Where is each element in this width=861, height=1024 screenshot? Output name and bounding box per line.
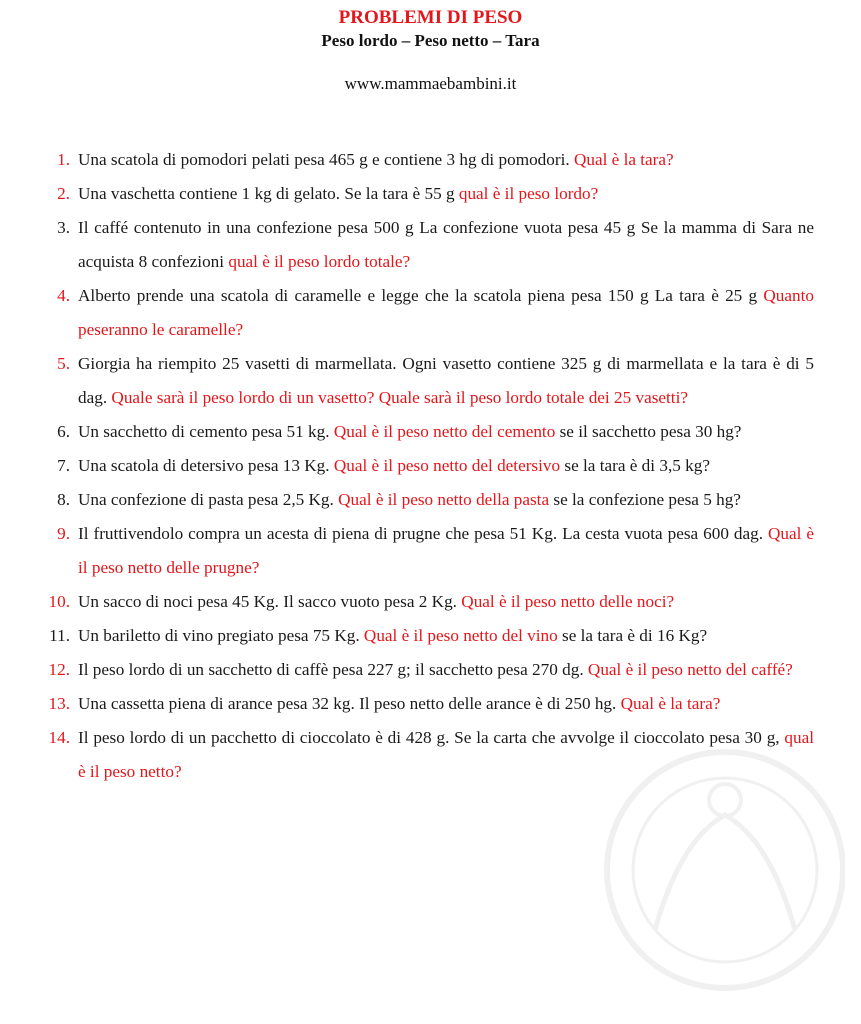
problem-item xyxy=(44,687,814,721)
problem-item xyxy=(44,653,814,687)
problem-item xyxy=(44,517,814,585)
problem-number: 3. xyxy=(57,218,70,237)
problem-list xyxy=(44,143,814,789)
problem-item xyxy=(44,619,814,653)
problem-text: se la tara è di 16 Kg? xyxy=(557,626,708,645)
problem-number: 11. xyxy=(49,626,70,645)
problem-number: 1. xyxy=(57,150,70,169)
problem-item xyxy=(44,721,814,789)
problem-question: qual è il peso lordo? xyxy=(458,184,599,203)
problem-text: Un bariletto di vino pregiato pesa 75 Kg. xyxy=(78,626,364,645)
problem-question: Quanto peseranno le caramelle? xyxy=(78,286,814,339)
problem-number: 2. xyxy=(57,184,70,203)
problem-question: Quale sarà il peso lordo di un vasetto? Quale sarà il peso lordo totale dei 25 vasetti? xyxy=(111,388,688,407)
problem-item xyxy=(44,143,814,177)
problem-item xyxy=(44,585,814,619)
problem-question: Qual è il peso netto del detersivo xyxy=(333,456,561,475)
problem-item xyxy=(44,177,814,211)
problem-question: Qual è il peso netto del caffé? xyxy=(587,660,793,679)
problem-item xyxy=(44,279,814,347)
problem-number: 8. xyxy=(57,490,70,509)
problem-question: Qual è il peso netto del cemento xyxy=(333,422,556,441)
problem-item xyxy=(44,211,814,279)
problem-item xyxy=(44,449,814,483)
problem-item xyxy=(44,483,814,517)
problem-text: Il peso lordo di un pacchetto di cioccolato è di 428 g. Se la carta che avvolge il cioccolato pesa 30 g, xyxy=(78,728,785,747)
problem-text: Giorgia ha riempito 25 vasetti di marmellata. Ogni vasetto contiene 325 g di marmellata e la tara è di 5 dag. xyxy=(78,354,814,407)
problem-number: 6. xyxy=(57,422,70,441)
problem-text: se la tara è di 3,5 kg? xyxy=(560,456,710,475)
problem-text: Il peso lordo di un sacchetto di caffè pesa 227 g; il sacchetto pesa 270 dg. xyxy=(78,660,588,679)
page-title: PROBLEMI DI PESO xyxy=(338,7,523,28)
problem-question: Qual è il peso netto del vino xyxy=(363,626,558,645)
problem-item xyxy=(44,347,814,415)
problem-number: 5. xyxy=(57,354,70,373)
problem-number: 10. xyxy=(48,592,70,611)
problem-question: Qual è il peso netto della pasta xyxy=(338,490,550,509)
problem-number: 7. xyxy=(57,456,70,475)
problem-text: Alberto prende una scatola di caramelle e legge che la scatola piena pesa 150 g La tara è 25 g xyxy=(78,286,764,305)
problem-text: Una scatola di pomodori pelati pesa 465 g e contiene 3 hg di pomodori. xyxy=(78,150,574,169)
problem-question: Qual è il peso netto delle noci? xyxy=(461,592,675,611)
page-header xyxy=(0,6,861,95)
problem-text: Una scatola di detersivo pesa 13 Kg. xyxy=(78,456,334,475)
problem-item xyxy=(44,415,814,449)
problem-text: Una confezione di pasta pesa 2,5 Kg. xyxy=(78,490,339,509)
problem-number: 13. xyxy=(48,694,70,713)
problem-text: Una vaschetta contiene 1 kg di gelato. Se la tara è 55 g xyxy=(78,184,459,203)
problem-question: Qual è la tara? xyxy=(573,150,674,169)
problem-number: 14. xyxy=(48,728,70,747)
problem-question: qual è il peso netto? xyxy=(78,728,814,781)
problem-question: Qual è il peso netto delle prugne? xyxy=(78,524,814,577)
problem-text: se il sacchetto pesa 30 hg? xyxy=(555,422,742,441)
problem-question: qual è il peso lordo totale? xyxy=(228,252,411,271)
problem-text: Un sacco di noci pesa 45 Kg. Il sacco vuoto pesa 2 Kg. xyxy=(78,592,462,611)
page-subtitle: Peso lordo – Peso netto – Tara xyxy=(321,31,540,50)
problem-text: Il fruttivendolo compra un acesta di piena di prugne che pesa 51 Kg. La cesta vuota pesa 600 dag. xyxy=(78,524,768,543)
problem-text: Una cassetta piena di arance pesa 32 kg. Il peso netto delle arance è di 250 hg. xyxy=(78,694,621,713)
website-url: www.mammaebambini.it xyxy=(344,74,517,93)
problem-text: Un sacchetto di cemento pesa 51 kg. xyxy=(78,422,334,441)
problem-question: Qual è la tara? xyxy=(620,694,721,713)
problem-number: 9. xyxy=(57,524,70,543)
problem-text: se la confezione pesa 5 hg? xyxy=(549,490,741,509)
problem-number: 12. xyxy=(48,660,70,679)
problem-text: Il caffé contenuto in una confezione pesa 500 g La confezione vuota pesa 45 g Se la mamma di Sara ne acquista 8 confezioni xyxy=(78,218,814,271)
problem-number: 4. xyxy=(57,286,70,305)
